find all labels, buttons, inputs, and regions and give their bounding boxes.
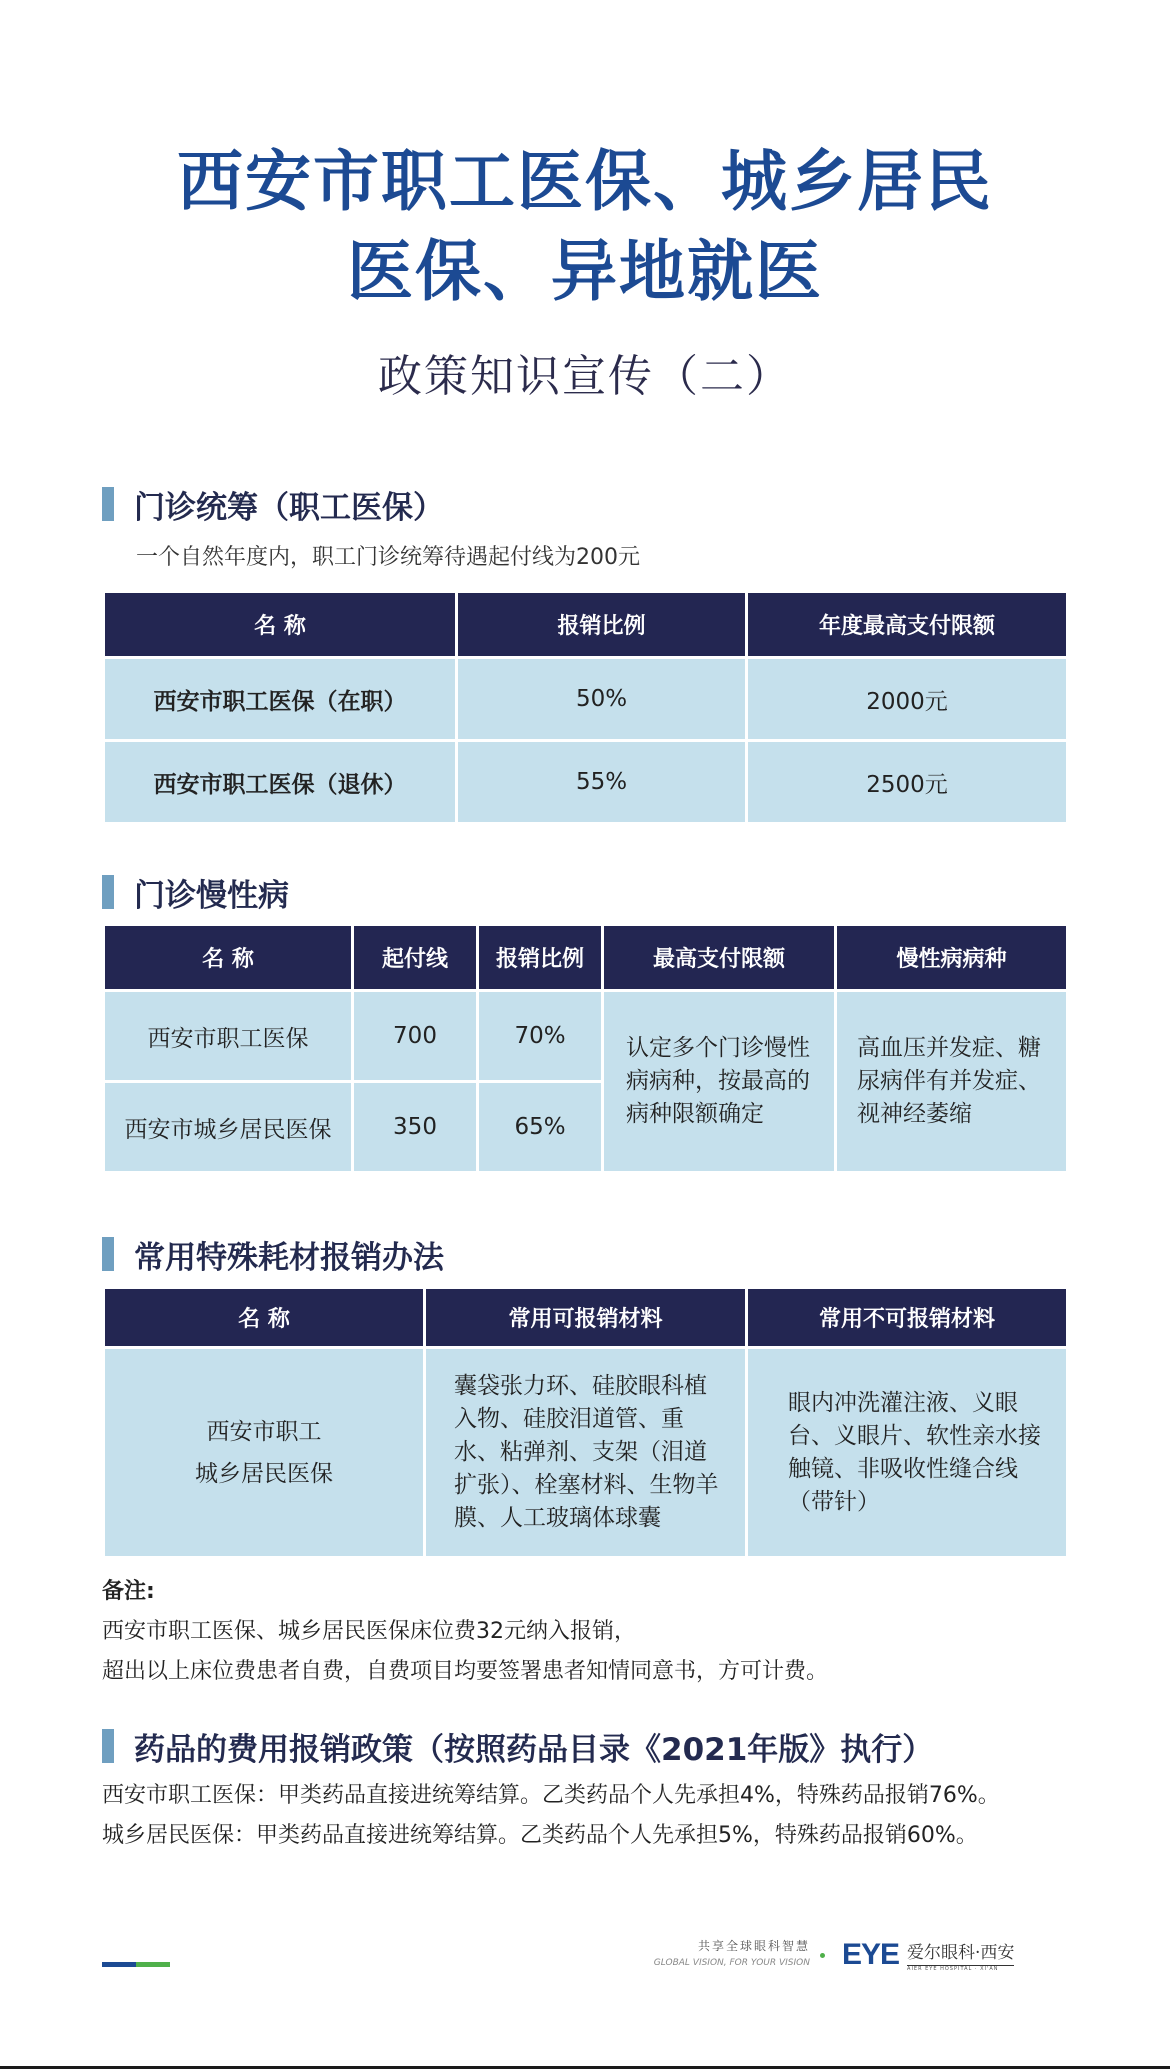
section-title: 门诊统筹（职工医保） xyxy=(134,489,444,526)
cell-ratio: 70% xyxy=(478,991,603,1082)
cell-reimbursable: 囊袋张力环、硅胶眼科植入物、硅胶泪道管、重水、粘弹剂、支架（泪道扩张）、栓塞材料、生物羊膜、人工玻璃体球囊 xyxy=(425,1348,747,1558)
table-row xyxy=(104,1348,1068,1558)
cell-ratio: 65% xyxy=(478,1082,603,1173)
section-consumables-header xyxy=(102,1236,444,1276)
header-annual-limit: 年度最高支付限额 xyxy=(747,592,1068,658)
header-name: 名 称 xyxy=(104,925,353,991)
table-header-row xyxy=(104,925,1068,991)
footer-accent-green xyxy=(136,1962,170,1967)
cell-name xyxy=(104,1348,425,1558)
section-title: 药品的费用报销政策（按照药品目录《2021年版》执行） xyxy=(134,1731,934,1768)
section-title: 常用特殊耗材报销办法 xyxy=(134,1239,444,1276)
header-ratio: 报销比例 xyxy=(457,592,747,658)
aier-logo xyxy=(842,1938,1014,1972)
cell-name-line2: 城乡居民医保 xyxy=(195,1460,333,1487)
header-ratio: 报销比例 xyxy=(478,925,603,991)
header-max-limit: 最高支付限额 xyxy=(603,925,836,991)
eye-logo-mark: EYE xyxy=(842,1938,900,1971)
cell-deductible: 700 xyxy=(353,991,478,1082)
logo-english: AIER EYE HOSPITAL · XI'AN xyxy=(907,1965,1014,1972)
table-header-row xyxy=(104,592,1068,658)
slogan-chinese: 共享全球眼科智慧 xyxy=(697,1939,810,1953)
table-row xyxy=(104,741,1068,824)
cell-max-limit: 认定多个门诊慢性病病种，按最高的病种限额确定 xyxy=(603,991,836,1173)
footer-slogan xyxy=(600,1937,810,1968)
header-non-reimbursable: 常用不可报销材料 xyxy=(747,1288,1068,1348)
notes-block xyxy=(102,1572,828,1692)
header-name: 名 称 xyxy=(104,1288,425,1348)
header-name: 名 称 xyxy=(104,592,457,658)
section-marker xyxy=(102,1237,114,1271)
section-marker xyxy=(102,487,114,521)
cell-non-reimbursable: 眼内冲洗灌注液、义眼台、义眼片、软性亲水接触镜、非吸收性缝合线（带针） xyxy=(747,1348,1068,1558)
outpatient-pooling-table xyxy=(102,590,1069,825)
drug-policy-line2: 城乡居民医保：甲类药品直接进统筹结算。乙类药品个人先承担5%，特殊药品报销60%。 xyxy=(102,1823,978,1848)
cell-name-line1: 西安市职工 xyxy=(206,1418,322,1445)
chronic-disease-table xyxy=(102,923,1069,1174)
page-subtitle: 政策知识宣传（二） xyxy=(378,351,792,402)
section-drug-policy-header xyxy=(102,1728,934,1768)
table-row xyxy=(104,658,1068,741)
notes-line2: 超出以上床位费患者自费，自费项目均要签署患者知情同意书，方可计费。 xyxy=(102,1659,829,1684)
drug-policy-text xyxy=(102,1776,1000,1856)
section-marker xyxy=(102,1729,114,1763)
consumables-table xyxy=(102,1286,1069,1559)
section-marker xyxy=(102,875,114,909)
cell-disease-type: 高血压并发症、糖尿病伴有并发症、视神经萎缩 xyxy=(836,991,1068,1173)
notes-label: 备注: xyxy=(102,1579,155,1604)
section-chronic-disease-header xyxy=(102,874,289,914)
cell-name: 西安市职工医保（在职） xyxy=(104,658,457,741)
page-title-line1: 西安市职工医保、城乡居民 xyxy=(177,143,993,220)
table-header-row xyxy=(104,1288,1068,1348)
logo-text xyxy=(907,1938,1014,1972)
bottom-rule xyxy=(0,2066,1170,2069)
cell-name: 西安市职工医保 xyxy=(104,991,353,1082)
header-reimbursable: 常用可报销材料 xyxy=(425,1288,747,1348)
slogan-english: GLOBAL VISION, FOR YOUR VISION xyxy=(653,1958,810,1968)
logo-chinese: 爱尔眼科·西安 xyxy=(907,1943,1015,1963)
cell-name: 西安市城乡居民医保 xyxy=(104,1082,353,1173)
section-title: 门诊慢性病 xyxy=(134,877,289,914)
cell-ratio: 50% xyxy=(457,658,747,741)
section-outpatient-pooling-header xyxy=(102,486,444,526)
cell-name: 西安市职工医保（退休） xyxy=(104,741,457,824)
footer-accent-blue xyxy=(102,1962,136,1967)
header-disease-type: 慢性病病种 xyxy=(836,925,1068,991)
section-description: 一个自然年度内，职工门诊统筹待遇起付线为200元 xyxy=(136,545,640,570)
header-deductible: 起付线 xyxy=(353,925,478,991)
cell-ratio: 55% xyxy=(457,741,747,824)
page-title-line2: 医保、异地就医 xyxy=(347,233,823,310)
cell-limit: 2500元 xyxy=(747,741,1068,824)
cell-limit: 2000元 xyxy=(747,658,1068,741)
drug-policy-line1: 西安市职工医保：甲类药品直接进统筹结算。乙类药品个人先承担4%，特殊药品报销76%。 xyxy=(102,1783,1000,1808)
table-row xyxy=(104,991,1068,1082)
notes-line1: 西安市职工医保、城乡居民医保床位费32元纳入报销， xyxy=(102,1619,636,1644)
cell-deductible: 350 xyxy=(353,1082,478,1173)
footer-dot xyxy=(820,1953,825,1958)
